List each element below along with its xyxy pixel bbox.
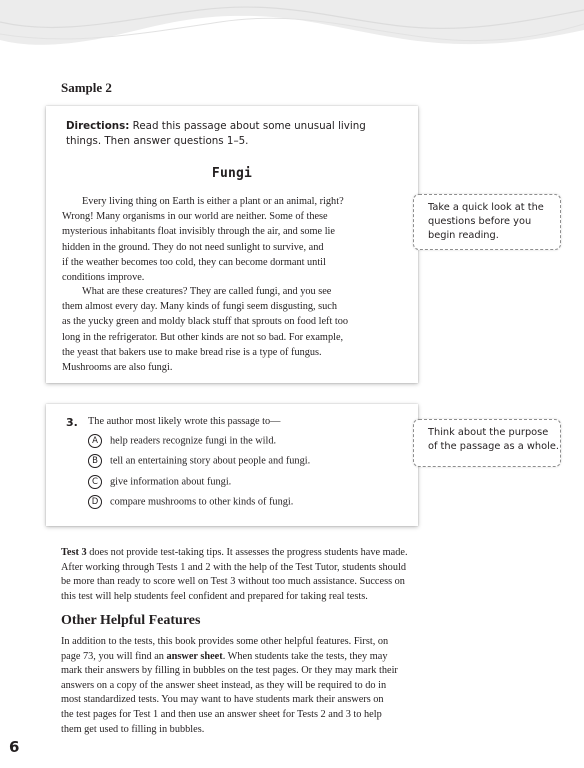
question-number: 3. <box>66 416 78 429</box>
body-line: most standardized tests. You may want to have students mark their answers on <box>61 694 384 706</box>
directions-text-line-1: Read this passage about some unusual living <box>129 120 366 132</box>
body-line: them get used to filling in bubbles. <box>61 723 205 735</box>
helpful-features-paragraph <box>61 635 481 737</box>
passage-line: mysterious inhabitants float invisibly through the air, and some lie <box>62 226 335 238</box>
passage-line: What are these creatures? They are called fungi, and you see <box>82 286 332 297</box>
directions <box>66 119 386 149</box>
tip-callout-purpose <box>413 419 561 467</box>
passage-paragraph-1 <box>62 194 407 285</box>
question-stem: The author most likely wrote this passage to— <box>88 416 281 427</box>
tip-line: questions before you <box>428 216 532 227</box>
test3-paragraph <box>61 546 481 604</box>
page-number: 6 <box>9 738 20 756</box>
passage-paragraph-2 <box>62 284 407 375</box>
body-line: After working through Tests 1 and 2 with the help of the Test Tutor, students should <box>61 561 406 573</box>
tip-line: begin reading. <box>428 230 499 241</box>
passage-title: Fungi <box>211 166 253 181</box>
tip-callout-reading <box>413 194 561 250</box>
passage-line: Wrong! Many organisms in our world are neither. Some of these <box>62 211 328 223</box>
sample-label: Sample 2 <box>61 80 112 95</box>
passage-line: them almost every day. Many kinds of fungi seem disgusting, such <box>62 301 338 313</box>
body-line: the test pages for Test 1 and then use an answer sheet for Tests 2 and 3 to help <box>61 708 382 720</box>
answer-choice-d[interactable] <box>88 495 293 511</box>
answer-sheet-term: answer sheet <box>166 650 223 662</box>
answer-choice-c[interactable] <box>88 475 231 491</box>
answer-choice-a[interactable] <box>88 434 276 450</box>
body-line: does not provide test-taking tips. It assesses the progress students have made. <box>86 547 408 558</box>
passage-line: long in the refrigerator. But other kinds are not so bad. For example, <box>62 331 344 343</box>
body-text: . When students take the tests, they may <box>222 650 388 662</box>
body-line: be more than ready to score well on Test 3 without too much assistance. Success on <box>61 576 405 588</box>
body-line: answers on a copy of the answer sheet instead, as they will be required to do in <box>61 679 387 691</box>
answer-choice-b[interactable] <box>88 454 310 470</box>
passage-line: hidden in the ground. They do not need sunlight to survive, and <box>62 241 324 253</box>
choice-text: tell an entertaining story about people and fungi. <box>110 455 311 467</box>
choice-text: help readers recognize fungi in the wild. <box>110 435 277 447</box>
body-line: In addition to the tests, this book provides some other helpful features. First, on <box>61 636 389 647</box>
directions-label: Directions: <box>66 120 130 132</box>
answer-bubble-c[interactable]: C <box>88 475 102 489</box>
tip-line: Take a quick look at the <box>428 202 544 213</box>
body-line: this test will help students feel confident and prepared for taking real tests. <box>61 590 368 602</box>
passage-line: as the yucky green and moldy black stuff that sprouts on food left too <box>62 316 349 328</box>
passage-line: conditions improve. <box>62 272 145 284</box>
choice-text: compare mushrooms to other kinds of fungi. <box>110 496 294 508</box>
passage-box <box>46 106 418 383</box>
question-box <box>46 404 418 526</box>
passage-line: the yeast that bakers use to make bread rise is a type of fungus. <box>62 346 322 358</box>
test3-bold-lead: Test 3 <box>61 547 87 558</box>
body-text: page 73, you will find an <box>61 650 167 662</box>
answer-bubble-b[interactable]: B <box>88 454 102 468</box>
choice-text: give information about fungi. <box>110 476 232 488</box>
passage-line: Mushrooms are also fungi. <box>62 362 173 374</box>
directions-text-line-2: things. Then answer questions 1–5. <box>66 135 249 147</box>
answer-bubble-a[interactable]: A <box>88 434 102 448</box>
body-line: mark their answers by filling in bubbles on the test pages. Or they may mark their <box>61 665 398 677</box>
passage-line: if the weather becomes too cold, they can become dormant until <box>62 256 326 268</box>
tip-line: of the passage as a whole. <box>428 441 559 452</box>
header-wave-decoration <box>0 0 584 58</box>
section-heading: Other Helpful Features <box>61 613 201 628</box>
passage-line: Every living thing on Earth is either a plant or an animal, right? <box>82 196 344 207</box>
answer-bubble-d[interactable]: D <box>88 495 102 509</box>
tip-line: Think about the purpose <box>428 427 549 438</box>
